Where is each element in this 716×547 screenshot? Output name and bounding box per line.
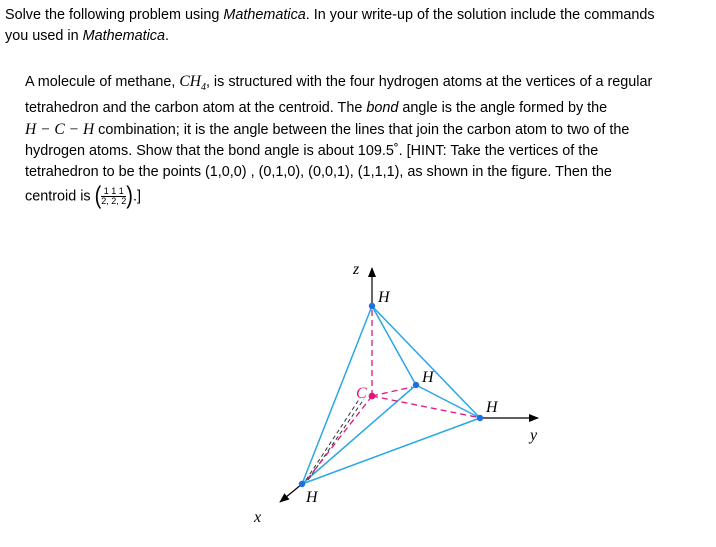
software-name: Mathematica [223, 7, 306, 23]
intro-paragraph [5, 5, 711, 47]
hch-formula: H − C − H [25, 121, 95, 139]
edge [302, 418, 480, 484]
carbon-atom [369, 393, 376, 400]
x-axis [280, 484, 302, 502]
h-label-top: H [378, 289, 390, 306]
problem-statement [25, 71, 711, 210]
problem-text: .] [132, 188, 141, 205]
vertex-right [477, 415, 483, 421]
tetrahedron-figure [240, 250, 560, 540]
vertex-bottom [299, 481, 305, 487]
intro-text: . In your write-up of the solution include the commands [305, 7, 655, 23]
intro-text: you used in [5, 28, 83, 44]
bond-bottom [306, 396, 372, 481]
intro-line-2 [5, 26, 711, 47]
bond-right [372, 396, 476, 417]
h-label-bottom: H [306, 489, 318, 506]
edge [416, 385, 480, 418]
intro-line-1 [5, 5, 711, 26]
problem-line-3 [25, 119, 711, 141]
problem-text: A molecule of methane, [25, 74, 180, 90]
h-label-mid: H [422, 369, 434, 386]
fraction-numerators: 1 1 1 [103, 186, 124, 197]
hidden-line [306, 398, 360, 480]
carbon-bonds [306, 310, 476, 481]
left-paren: ( [94, 182, 102, 210]
fraction-denominators: 2, 2, 2 [101, 196, 127, 207]
hidden-lines [306, 398, 364, 480]
problem-line-4: hydrogen atoms. Show that the bond angle is about 109.5˚. [HINT: Take the vertices of the [25, 143, 599, 160]
software-name: Mathematica [82, 28, 165, 44]
c-label: C [356, 385, 367, 402]
right-paren: ) [126, 182, 133, 210]
problem-text: tetrahedron and the carbon atom at the centroid. The [25, 100, 367, 117]
emphasis-bond: bond [366, 100, 399, 117]
methane-formula [179, 73, 206, 94]
h-label-right: H [486, 399, 498, 416]
formula-text: CH [179, 73, 201, 90]
formula-subscript: 4 [200, 82, 206, 94]
problem-text: , is structured with the four hydrogen atoms at the vertices of a regular [205, 74, 653, 90]
vertices [299, 303, 483, 487]
tetrahedron-edges [302, 306, 480, 484]
intro-text: Solve the following problem using [5, 7, 224, 23]
axis-label-x: x [254, 509, 262, 526]
vertex-mid [413, 382, 419, 388]
problem-line-2 [25, 98, 711, 119]
tetrahedron-diagram [240, 250, 560, 540]
edge [372, 306, 480, 418]
vertex-top [369, 303, 375, 309]
problem-line-6 [25, 182, 711, 210]
centroid-fraction [101, 187, 126, 206]
problem-text: centroid is [25, 188, 95, 205]
problem-text: angle is the angle formed by the [398, 100, 608, 117]
axis-label-y: y [530, 427, 538, 444]
axis-label-z: z [353, 261, 360, 278]
intro-text: . [165, 28, 169, 44]
problem-line-1 [25, 71, 711, 98]
problem-line-5: tetrahedron to be the points (1,0,0) , (0,1,0), (0,0,1), (1,1,1), as shown in the figure. Then the [25, 164, 612, 181]
problem-text: combination; it is the angle between the lines that join the carbon atom to two of the [94, 122, 630, 139]
